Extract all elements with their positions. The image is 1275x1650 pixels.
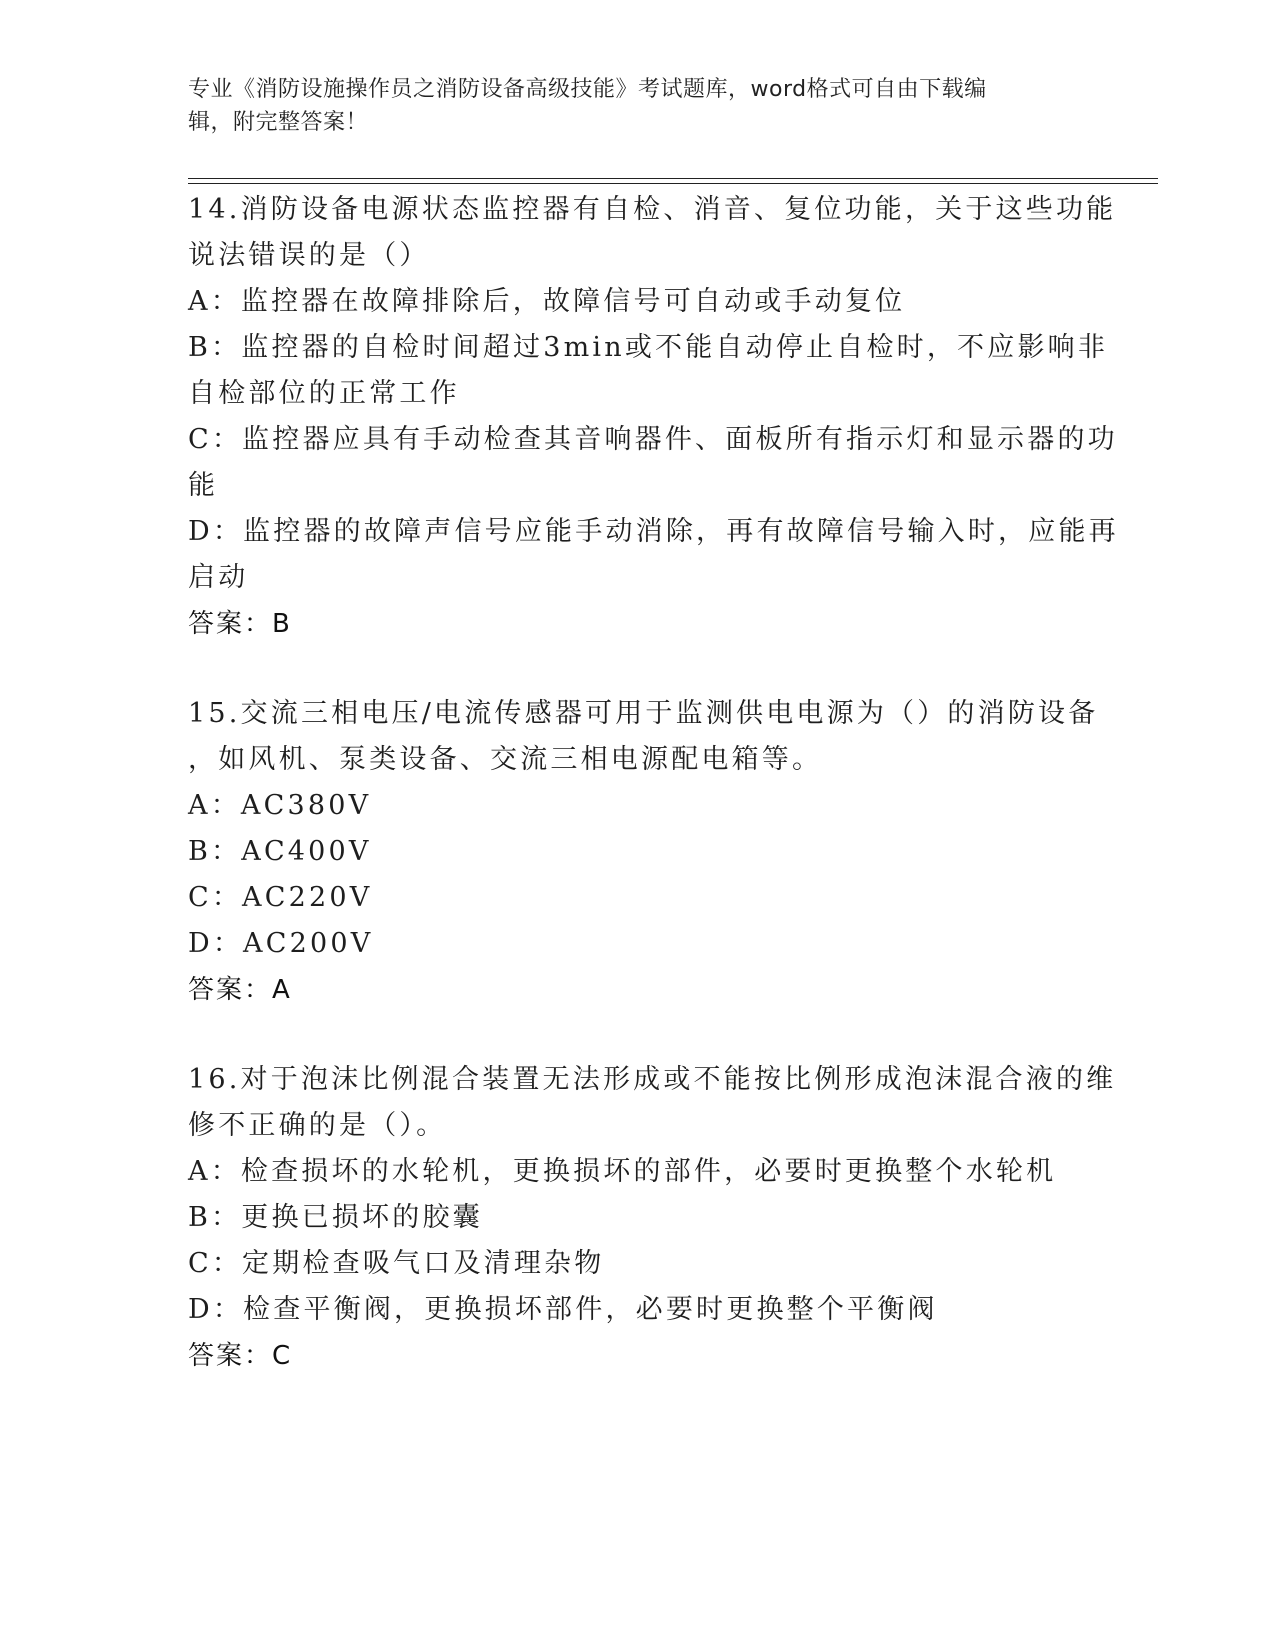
question-stem-line: 16.对于泡沫比例混合装置无法形成或不能按比例形成泡沫混合液的维 (188, 1064, 1117, 1095)
option-d: D：检查平衡阀，更换损坏部件，必要时更换整个平衡阀 (188, 1294, 938, 1325)
header-divider-bottom (188, 183, 1158, 184)
option-b: B：AC400V (188, 836, 372, 867)
option-a: A：检查损坏的水轮机，更换损坏的部件，必要时更换整个水轮机 (188, 1156, 1057, 1187)
answer-label: 答案：A (188, 975, 292, 1005)
header-line-2: 辑，附完整答案！ (188, 110, 369, 135)
question-stem-line: 14.消防设备电源状态监控器有自检、消音、复位功能，关于这些功能 (188, 194, 1117, 225)
option-d: D：监控器的故障声信号应能手动消除，再有故障信号输入时，应能再 (188, 516, 1119, 547)
question-15 (188, 691, 1099, 1013)
header-divider-top (188, 178, 1158, 179)
answer-label: 答案：B (188, 609, 292, 639)
option-c: C：AC220V (188, 882, 373, 913)
question-list (188, 187, 1119, 1379)
option-b-continued: 自检部位的正常工作 (188, 378, 460, 409)
document-header (188, 73, 1068, 139)
question-stem-line: 说法错误的是（） (188, 240, 430, 271)
question-stem-line: 修不正确的是（）。 (188, 1110, 447, 1141)
option-a: A：AC380V (188, 790, 372, 821)
header-line-1: 专业《消防设施操作员之消防设备高级技能》考试题库，word格式可自由下载编 (188, 77, 987, 102)
option-c-continued: 能 (188, 470, 219, 501)
question-spacer (188, 1013, 1088, 1057)
question-stem-line: 15.交流三相电压/电流传感器可用于监测供电电源为（）的消防设备 (188, 698, 1099, 729)
option-b: B：监控器的自检时间超过3min或不能自动停止自检时，不应影响非 (188, 332, 1109, 363)
question-stem-line: ，如风机、泵类设备、交流三相电源配电箱等。 (188, 744, 823, 775)
option-c: C：监控器应具有手动检查其音响器件、面板所有指示灯和显示器的功 (188, 424, 1118, 455)
question-spacer (188, 647, 1088, 691)
option-b: B：更换已损坏的胶囊 (188, 1202, 483, 1233)
option-d: D：AC200V (188, 928, 374, 959)
question-14 (188, 187, 1119, 647)
option-d-continued: 启动 (188, 562, 249, 593)
option-c: C：定期检查吸气口及清理杂物 (188, 1248, 605, 1279)
question-16 (188, 1057, 1117, 1379)
option-a: A：监控器在故障排除后，故障信号可自动或手动复位 (188, 286, 906, 317)
answer-label: 答案：C (188, 1341, 293, 1371)
